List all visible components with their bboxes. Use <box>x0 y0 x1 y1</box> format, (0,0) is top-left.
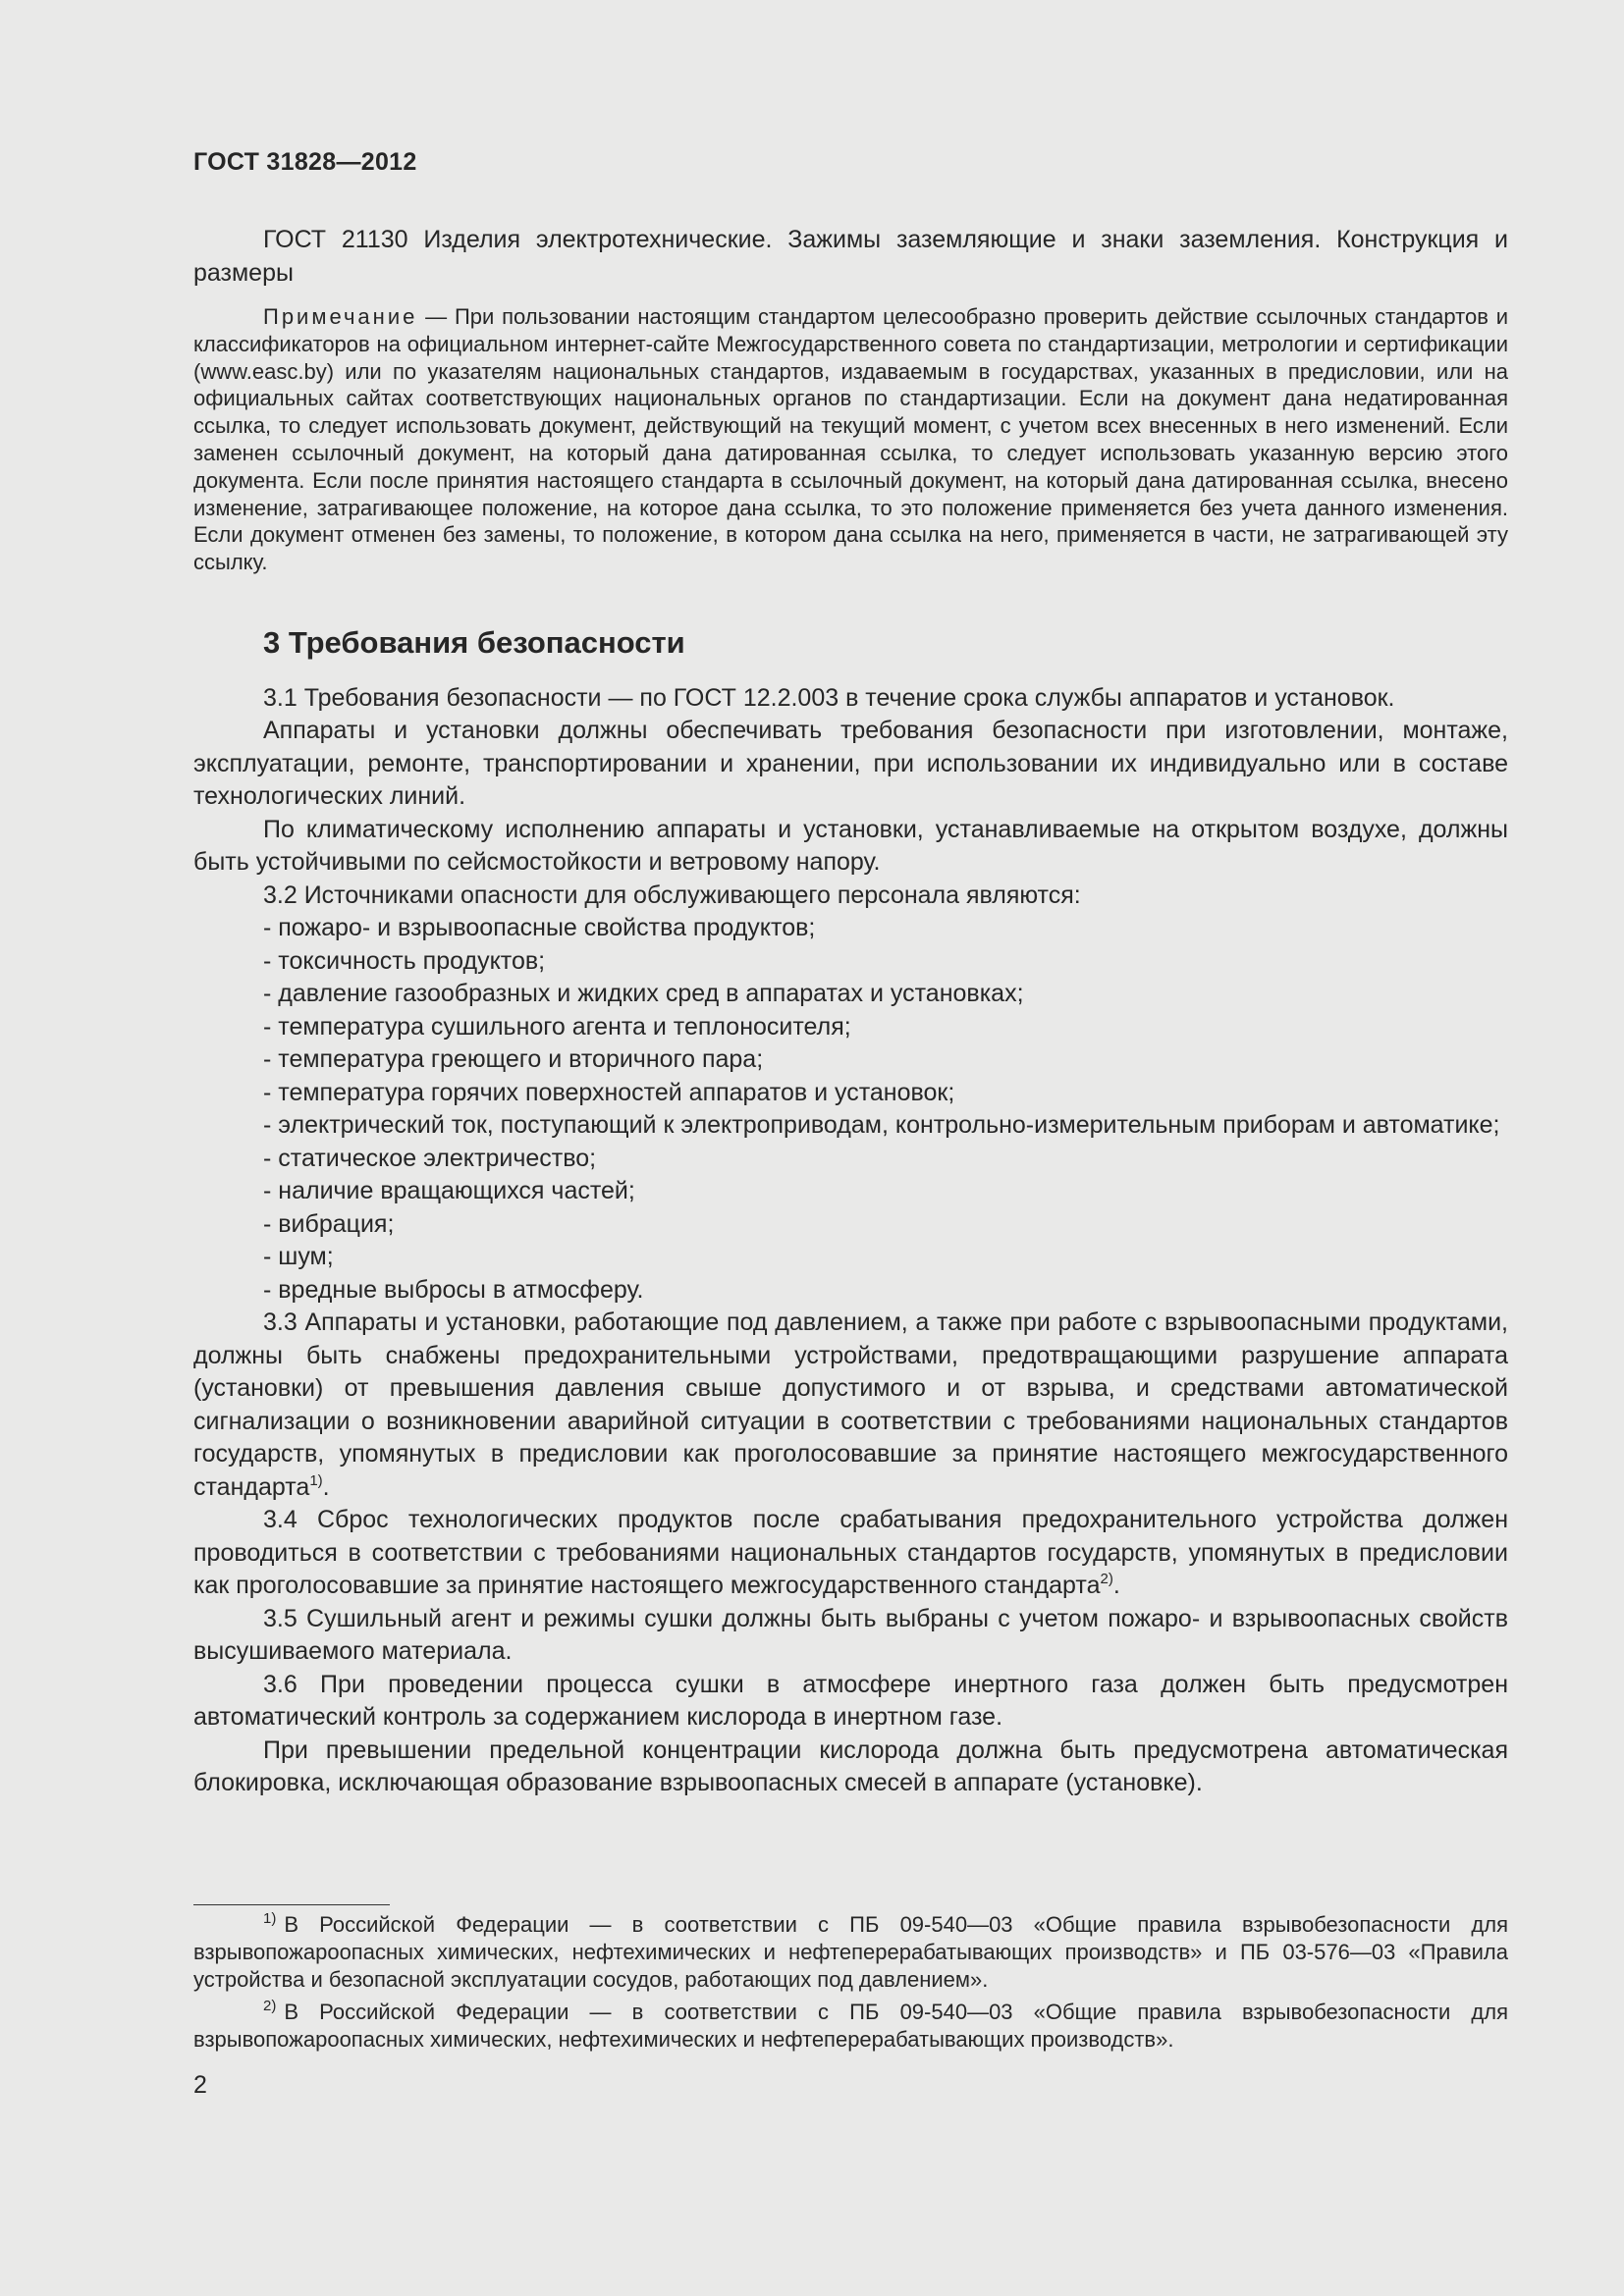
paragraph-3-4-end: . <box>1112 1572 1120 1600</box>
hazard-list <box>193 912 1508 1307</box>
paragraph-3-4-text: 3.4 Сброс технологических продуктов после срабатывания предохранительного устройства должен проводиться в соответствии с требованиями национальных стандартов государств, упомянутых в предисловии как проголосовавшие за принятие настоящего межгосударственного стандарта <box>193 1506 1508 1600</box>
paragraph-3-5: 3.5 Сушильный агент и режимы сушки должны быть выбраны с учетом пожаро- и взрывоопасных свойств высушиваемого материала. <box>193 1604 1508 1666</box>
paragraph-3-6-b: При превышении предельной концентрации кислорода должна быть предусмотрена автоматическая блокировка, исключающая образование взрывоопасных смесей в аппарате (установке). <box>193 1735 1508 1797</box>
list-item: - давление газообразных и жидких сред в аппаратах и установках; <box>263 980 1024 1008</box>
list-item: - вредные выбросы в атмосферу. <box>263 1275 644 1304</box>
page-number: 2 <box>193 2071 207 2099</box>
list-item: - шум; <box>263 1243 334 1271</box>
footnote-ref-1[interactable]: 1) <box>309 1471 323 1489</box>
list-item: - электрический ток, поступающий к электроприводам, контрольно-измерительным приборам и автоматике; <box>263 1111 1500 1140</box>
list-item: - вибрация; <box>263 1209 395 1238</box>
paragraph-3-6: 3.6 При проведении процесса сушки в атмосфере инертного газа должен быть предусмотрен автоматический контроль за содержанием кислорода в инертном газе. <box>193 1670 1508 1732</box>
footnote-2-text: В Российской Федерации — в соответствии с ПБ 09-540—03 «Общие правила взрывобезопасности для взрывопожароопасных химических, нефтехимических и нефтеперерабатывающих производств». <box>193 2000 1508 2053</box>
footnote-ref-2[interactable]: 2) <box>1100 1571 1113 1588</box>
note-label: Примечание <box>263 304 418 329</box>
list-item: - токсичность продуктов; <box>263 946 546 975</box>
footnotes <box>193 1904 1508 2054</box>
note-text: — При пользовании настоящим стандартом целесообразно проверить действие ссылочных стандартов и классификаторов на официальном интернет-сайте Межгосударственного совета по стандартизации, метрологии и сертификации (www.easc.by) или по указателям национальных стандартов, издаваемым в государствах, указанных в предисловии, или на официальных сайтах соответствующих национальных органов по стандартизации. Если на документ дана недатированная ссылка, то следует использовать документ, действующий на текущий момент, с учетом всех внесенных в него изменений. Если заменен ссылочный документ, на который дана датированная ссылка, то следует использовать указанную версию этого документа. Если после принятия настоящего стандарта в ссылочный документ, на который дана датированная ссылка, внесено изменение, затрагивающее положение, на которое дана ссылка, то это положение применяется без учета данного изменения. Если документ отменен без замены, то положение, в котором дана ссылка на него, применяется в части, не затрагивающей эту ссылку. <box>193 304 1508 575</box>
list-item: - наличие вращающихся частей; <box>263 1177 635 1205</box>
note-paragraph <box>193 303 1508 576</box>
list-item: - температура сушильного агента и теплоносителя; <box>263 1012 851 1041</box>
list-item: - статическое электричество; <box>263 1144 597 1172</box>
footnote-divider <box>193 1904 390 1905</box>
paragraph-3-3 <box>193 1307 1508 1504</box>
paragraph-3-4 <box>193 1504 1508 1603</box>
paragraph-3-1-c: По климатическому исполнению аппараты и установки, устанавливаемые на открытом воздухе, должны быть устойчивыми по сейсмостойкости и ветровому напору. <box>193 815 1508 877</box>
paragraph-3-1: 3.1 Требования безопасности — по ГОСТ 12.2.003 в течение срока службы аппаратов и установок. <box>263 683 1395 712</box>
list-item: - температура горячих поверхностей аппаратов и установок; <box>263 1078 955 1106</box>
paragraph-3-3-text: 3.3 Аппараты и установки, работающие под давлением, а также при работе с взрывоопасными продуктами, должны быть снабжены предохранительными устройствами, предотвращающими разрушение аппарата (установки) от превышения давления свыше допустимого и от взрыва, и средствами автоматической сигнализации о возникновении аварийной ситуации в соответствии с требованиями национальных стандартов государств, упомянутых в предисловии как проголосовавшие за принятие настоящего межгосударственного стандарта <box>193 1308 1508 1501</box>
footnote-2 <box>193 1999 1508 2054</box>
paragraph-3-2: 3.2 Источниками опасности для обслуживающего персонала являются: <box>263 881 1081 909</box>
list-item: - пожаро- и взрывоопасные свойства продуктов; <box>263 914 816 942</box>
footnote-2-mark: 2) <box>263 1998 277 2015</box>
paragraph-3-3-end: . <box>322 1472 330 1501</box>
footnote-1-text: В Российской Федерации — в соответствии с ПБ 09-540—03 «Общие правила взрывобезопасности для взрывопожароопасных химических, нефтехимических и нефтеперерабатывающих производств» и ПБ 03-576—03 «Правила устройства и безопасной эксплуатации сосудов, работающих под давлением». <box>193 1912 1508 1992</box>
footnote-1 <box>193 1911 1508 1993</box>
document-header: ГОСТ 31828—2012 <box>193 148 417 176</box>
reference-entry: ГОСТ 21130 Изделия электротехнические. Зажимы заземляющие и знаки заземления. Конструкция и размеры <box>193 226 1508 287</box>
footnote-1-mark: 1) <box>263 1910 277 1927</box>
paragraph-3-1-b: Аппараты и установки должны обеспечивать требования безопасности при изготовлении, монтаже, эксплуатации, ремонте, транспортировании и хранении, при использовании их индивидуально или в составе технологических линий. <box>193 717 1508 811</box>
list-item: - температура греющего и вторичного пара; <box>263 1045 764 1074</box>
document-body <box>193 224 1508 1800</box>
section-title: 3 Требования безопасности <box>263 624 685 660</box>
